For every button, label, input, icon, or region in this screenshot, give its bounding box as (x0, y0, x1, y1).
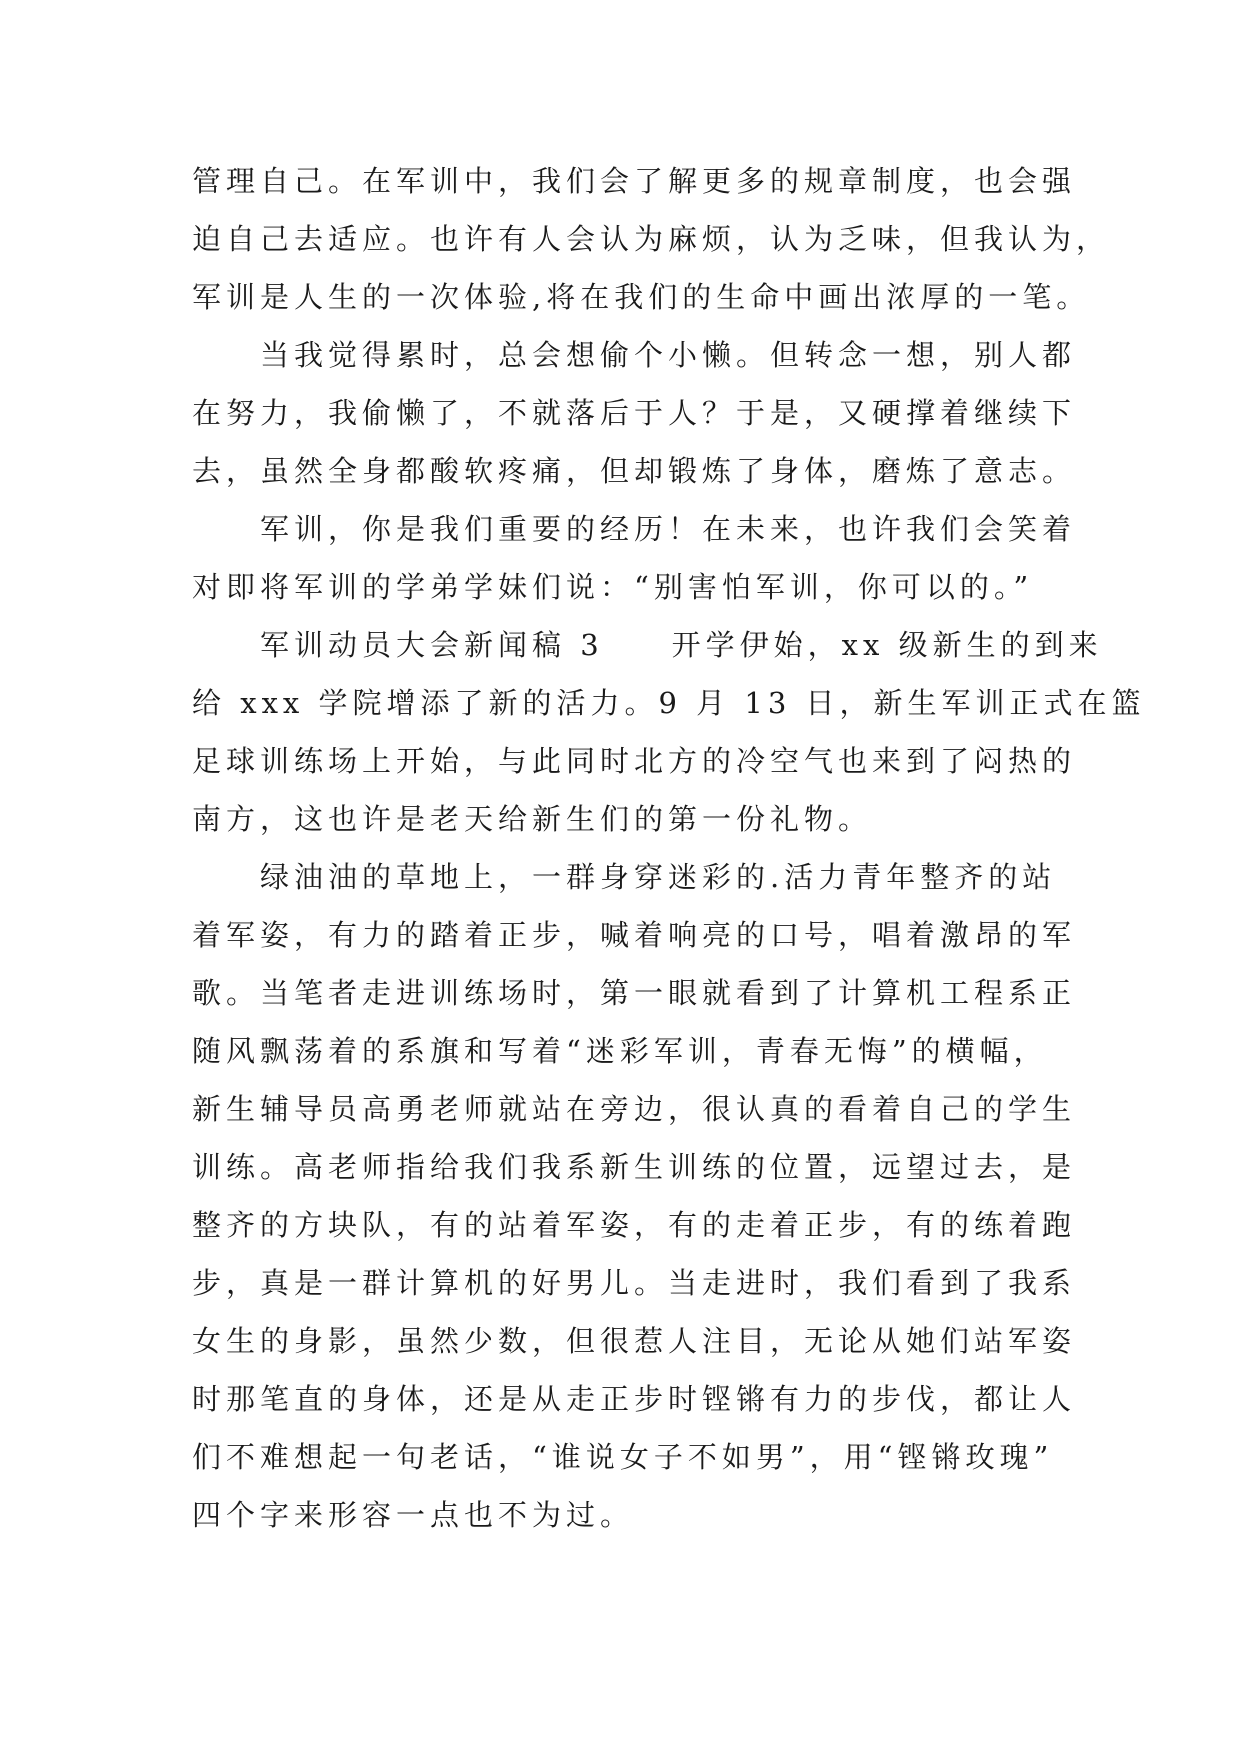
text-line: 训练。高老师指给我们我系新生训练的位置，远望过去，是 (192, 1150, 1077, 1184)
text-line: 当我觉得累时，总会想偷个小懒。但转念一想，别人都 (192, 338, 1077, 372)
text-line: 四个字来形容一点也不为过。 (192, 1498, 635, 1532)
text-line: 们不难想起一句老话，“谁说女子不如男”，用“铿锵玫瑰” (192, 1440, 1054, 1474)
text-line: 绿油油的草地上，一群身穿迷彩的.活力青年整齐的站 (192, 860, 1057, 894)
text-line: 南方，这也许是老天给新生们的第一份礼物。 (192, 802, 873, 836)
text-line: 军训，你是我们重要的经历！在未来，也许我们会笑着 (192, 512, 1077, 546)
text-line: 整齐的方块队，有的站着军姿，有的走着正步，有的练着跑 (192, 1208, 1077, 1242)
text-line: 对即将军训的学弟学妹们说：“别害怕军训，你可以的。” (192, 570, 1034, 604)
text-line: 时那笔直的身体，还是从走正步时铿锵有力的步伐，都让人 (192, 1382, 1077, 1416)
text-line: 管理自己。在军训中，我们会了解更多的规章制度，也会强 (192, 164, 1077, 198)
text-line: 军训动员大会新闻稿 3 开学伊始，xx 级新生的到来 (192, 628, 1103, 662)
text-line: 军训是人生的一次体验,将在我们的生命中画出浓厚的一笔。 (192, 280, 1091, 314)
text-line: 女生的身影，虽然少数，但很惹人注目，无论从她们站军姿 (192, 1324, 1077, 1358)
text-line: 步，真是一群计算机的好男儿。当走进时，我们看到了我系 (192, 1266, 1077, 1300)
text-line: 在努力，我偷懒了，不就落后于人？于是，又硬撑着继续下 (192, 396, 1077, 430)
text-line: 足球训练场上开始，与此同时北方的冷空气也来到了闷热的 (192, 744, 1077, 778)
document-body (192, 152, 1146, 1544)
text-line: 歌。当笔者走进训练场时，第一眼就看到了计算机工程系正 (192, 976, 1077, 1010)
text-line: 随风飘荡着的系旗和写着“迷彩军训，青春无悔”的横幅， (192, 1034, 1048, 1068)
text-line: 去，虽然全身都酸软疼痛，但却锻炼了身体，磨炼了意志。 (192, 454, 1077, 488)
text-line: 给 xxx 学院增添了新的活力。9 月 13 日，新生军训正式在篮 (192, 686, 1146, 720)
text-line: 迫自己去适应。也许有人会认为麻烦，认为乏味，但我认为， (192, 222, 1111, 256)
text-line: 新生辅导员高勇老师就站在旁边，很认真的看着自己的学生 (192, 1092, 1077, 1126)
text-line: 着军姿，有力的踏着正步，喊着响亮的口号，唱着激昂的军 (192, 918, 1077, 952)
